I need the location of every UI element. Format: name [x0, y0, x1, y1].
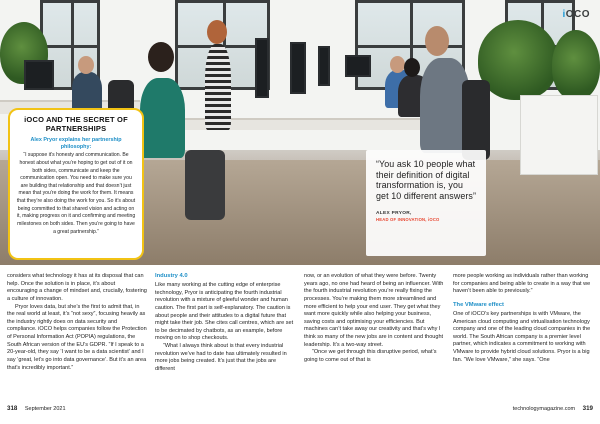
person-head	[425, 26, 449, 56]
person	[72, 72, 102, 112]
cabinet	[520, 95, 598, 175]
paragraph: “What I always think about is that every industrial revolution we’ve had to date has ultimately resulted in more jobs being created. It’s just that the jobs are different	[155, 343, 287, 373]
chair	[462, 80, 490, 160]
trash-bin	[185, 150, 225, 220]
monitor	[24, 60, 54, 90]
sidebar-box	[8, 108, 144, 260]
pull-quote-text: “You ask 10 people what their definition of digital transformation is, you get 10 different answers”	[376, 159, 477, 202]
paragraph: considers what technology it has at its disposal that can help. Once the solution is in place, it’s about encouraging a change of mindset and, crucially, fostering a culture of innovation.	[7, 273, 147, 302]
magazine-site: technologymagazine.com	[512, 406, 576, 412]
text-column-1	[7, 273, 147, 372]
person-head	[207, 20, 227, 44]
person-head	[404, 58, 420, 77]
page-number-left: 318	[7, 405, 18, 412]
page-number-right: 319	[582, 405, 593, 412]
section-heading: Industry 4.0	[155, 273, 188, 279]
issue-date: September 2021	[24, 406, 66, 412]
person	[205, 44, 231, 130]
paragraph: more people working as individuals rather than working for companies and being able to create in a way that we haven’t been able to previously.”	[453, 273, 591, 295]
section-heading: The VMware effect	[453, 301, 504, 308]
sidebar-body: “I suppose it’s honesty and communication. Be honest about what you’re hoping to get out of it on both sides, communicate and keep the communication open. You need to make sure you are building that relationship and that doesn’t just mean that you’re doing the work for them. It means that they’re also doing the work for you. So it’s about being committed to that shared vision and acting on it, making progress on it and confirming and meeting milestones on both sides. Then you’re going to have a great partnership.”	[16, 152, 136, 235]
pull-quote	[366, 150, 486, 256]
sidebar-lead: Alex Pryor explains her partnership philosophy:	[30, 137, 122, 151]
paragraph: Pryor loves data, but she’s the first to admit that, in the real world at least, it’s “not sexy”, focusing heavily as the industry rightly does on data security and compliance. iOCO helps companies follow the Protection of Personal Information Act (POPIA) regulations, the South African version of the EU’s GDPR. “If I speak to a 20-year-old, they say ‘I want to be a data scientist’ and I say ‘great, let’s go into data governance’. But it’s an area that’s incredibly important.”	[7, 303, 147, 371]
monitor	[255, 38, 269, 98]
footer-left	[7, 405, 66, 412]
plant	[478, 20, 558, 100]
sidebar-title: iOCO AND THE SECRET OF PARTNERSHIPS	[24, 115, 128, 133]
pull-quote-name: ALEX PRYOR,	[376, 210, 412, 216]
text-column-2	[155, 273, 295, 374]
monitor	[290, 42, 306, 94]
person-head	[148, 42, 174, 72]
monitor	[318, 46, 330, 86]
paragraph: Like many working at the cutting edge of enterprise technology, Pryor is anticipating the fourth industrial revolution with a mixture of gleeful wonder and human caution. The first part is self-explanatory. The caution is about people and their attitudes to a digital future that might take their job. She cites call centres, which are set to be decimated by chatbots, as an example, before moving on to shop checkouts.	[155, 281, 294, 342]
text-column-4	[453, 273, 593, 364]
plant	[552, 30, 600, 100]
text-column-3	[304, 273, 444, 365]
person-head	[390, 56, 405, 73]
brand-logo: iOCO	[562, 9, 590, 20]
paragraph: One of iOCO’s key partnerships is with VMware, the American cloud computing and virtualisation technology company and one of the leading cloud companies in the world. The South African company is a premier level partner, which indicates a commitment to working with VMware to provide hybrid cloud solutions. Pryor is a big fan. “We love VMware,” she says. “One	[453, 310, 591, 363]
person-head	[78, 56, 94, 74]
paragraph: “Once we get through this disruptive period, what’s going to come out of that is	[304, 349, 437, 364]
footer-right	[513, 405, 593, 412]
monitor	[345, 55, 371, 77]
pull-quote-role: HEAD OF INNOVATION, iOCO	[376, 216, 440, 222]
paragraph: now, or an evolution of what they were before. Twenty years ago, no one had heard of being an influencer. With the fourth industrial revolution you’re really fixing the processes. You’re making them more streamlined and more efficient to help your end user. They get what they want more quickly while also helping your business, saving costs and optimising your efficiencies. But machines can’t take away our creativity and that’s why I think so many of the new jobs are in content and thought leadership. It’s a two-way street.	[304, 273, 444, 348]
person	[140, 78, 185, 158]
